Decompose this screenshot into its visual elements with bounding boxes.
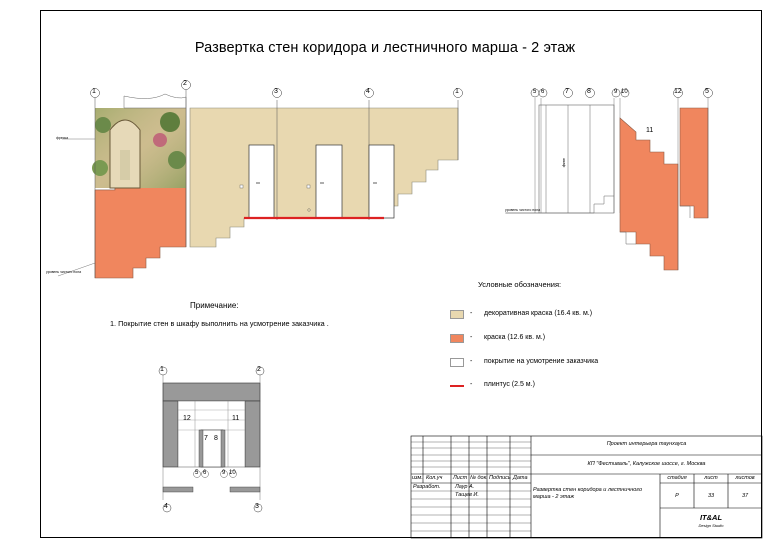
tb-header: Лист — [453, 475, 468, 481]
axis-label: 5 — [533, 89, 537, 95]
axis-label: 9 — [614, 89, 618, 95]
mark-11: 11 — [646, 127, 654, 134]
door-1 — [249, 145, 274, 218]
brand-sub: Design Studio — [698, 523, 724, 528]
plan-mark: 8 — [214, 435, 218, 442]
page-title: Развертка стен коридора и лестничного марша - 2 этаж — [194, 40, 576, 56]
project-address: КП "Фестиваль", Калужское шоссе, г. Москва — [587, 461, 706, 467]
floor-level-label-right: уровень чистого пола — [505, 208, 541, 212]
brand-logo: IT&AL — [699, 513, 723, 522]
paint-area-stair-right — [680, 108, 708, 218]
axis-label: 1 — [455, 88, 459, 95]
paint-area-stair-mid — [620, 118, 678, 270]
door-3 — [369, 145, 394, 218]
tb-role: Разработ. — [413, 484, 441, 490]
plan-mark: 5 — [195, 470, 199, 476]
axis-label: 1 — [92, 88, 96, 95]
note-heading: Примечание: — [190, 301, 239, 310]
tb-header: Подпись — [489, 475, 511, 481]
axis-label: 12 — [674, 88, 682, 95]
tb-name: Лаур А. — [455, 484, 475, 490]
floor-level-label: уровень чистого пола — [46, 270, 82, 274]
plan-mark: 7 — [204, 435, 208, 442]
legend-label: плинтус (2.5 м.) — [484, 381, 535, 388]
legend-label: покрытие на усмотрение заказчика — [484, 358, 599, 365]
tb-header: № док. — [470, 475, 488, 481]
sheet-title: Развертка стен коридора и лестничного марша - 2 этаж — [533, 487, 643, 500]
plan-axis-label: 3 — [255, 503, 259, 510]
plan-mark: 6 — [203, 470, 207, 476]
plan-axis-label: 4 — [164, 503, 168, 510]
plan-mark: 11 — [232, 415, 240, 422]
axis-label: 6 — [541, 89, 545, 95]
axis-label: 8 — [587, 88, 591, 95]
axis-label: 5 — [705, 88, 709, 95]
plan-axis-label: 1 — [160, 366, 164, 373]
axis-label: 2 — [183, 80, 187, 87]
cabinet-label: шкаф — [562, 158, 566, 168]
axis-label: 3 — [274, 88, 278, 95]
tb-header: Дата — [513, 475, 528, 481]
plan-mark: 12 — [183, 415, 191, 422]
elevation-stair — [505, 89, 713, 271]
legend-heading: Условные обозначения: — [478, 280, 562, 289]
stair-plan — [159, 367, 264, 512]
project-name: Проект интерьера таунхауса — [606, 441, 687, 447]
plan-mark: 10 — [229, 470, 236, 476]
fresco-image — [92, 108, 186, 188]
note-item: 1. Покрытие стен в шкафу выполнить на усмотрение заказчика . — [110, 319, 329, 328]
tb-stage: Р — [675, 493, 679, 499]
door-2 — [316, 145, 342, 218]
legend-label: декоративная краска (16.4 кв. м.) — [484, 310, 593, 317]
legend-label: краска (12.6 кв. м.) — [484, 334, 546, 341]
tb-sheet: 33 — [707, 493, 715, 499]
legend-swatch-baseboard — [450, 385, 464, 387]
axis-label: 4 — [366, 88, 370, 95]
elevation-corridor — [58, 81, 463, 279]
legend-dash: - — [470, 381, 473, 388]
tb-col: листов — [735, 475, 755, 481]
legend-swatch-decorative — [450, 310, 464, 319]
legend-dash: - — [470, 358, 473, 365]
tb-col: лист — [704, 475, 718, 481]
legend-swatch-custom — [450, 358, 464, 367]
plan-axis-label: 2 — [257, 366, 261, 373]
legend-swatch-paint — [450, 334, 464, 343]
legend-dash: - — [470, 310, 473, 317]
tb-name: Тащев И. — [455, 492, 479, 498]
tb-sheets: 37 — [741, 493, 749, 499]
axis-label: 10 — [621, 89, 628, 95]
tb-header: изм. — [412, 475, 423, 481]
tb-col: стадия — [667, 475, 687, 481]
legend-dash: - — [470, 334, 473, 341]
axis-label: 7 — [565, 88, 569, 95]
plan-mark: 9 — [222, 470, 226, 476]
fresco-label: фреска — [56, 136, 69, 140]
tb-header: Кол.уч — [426, 475, 443, 481]
